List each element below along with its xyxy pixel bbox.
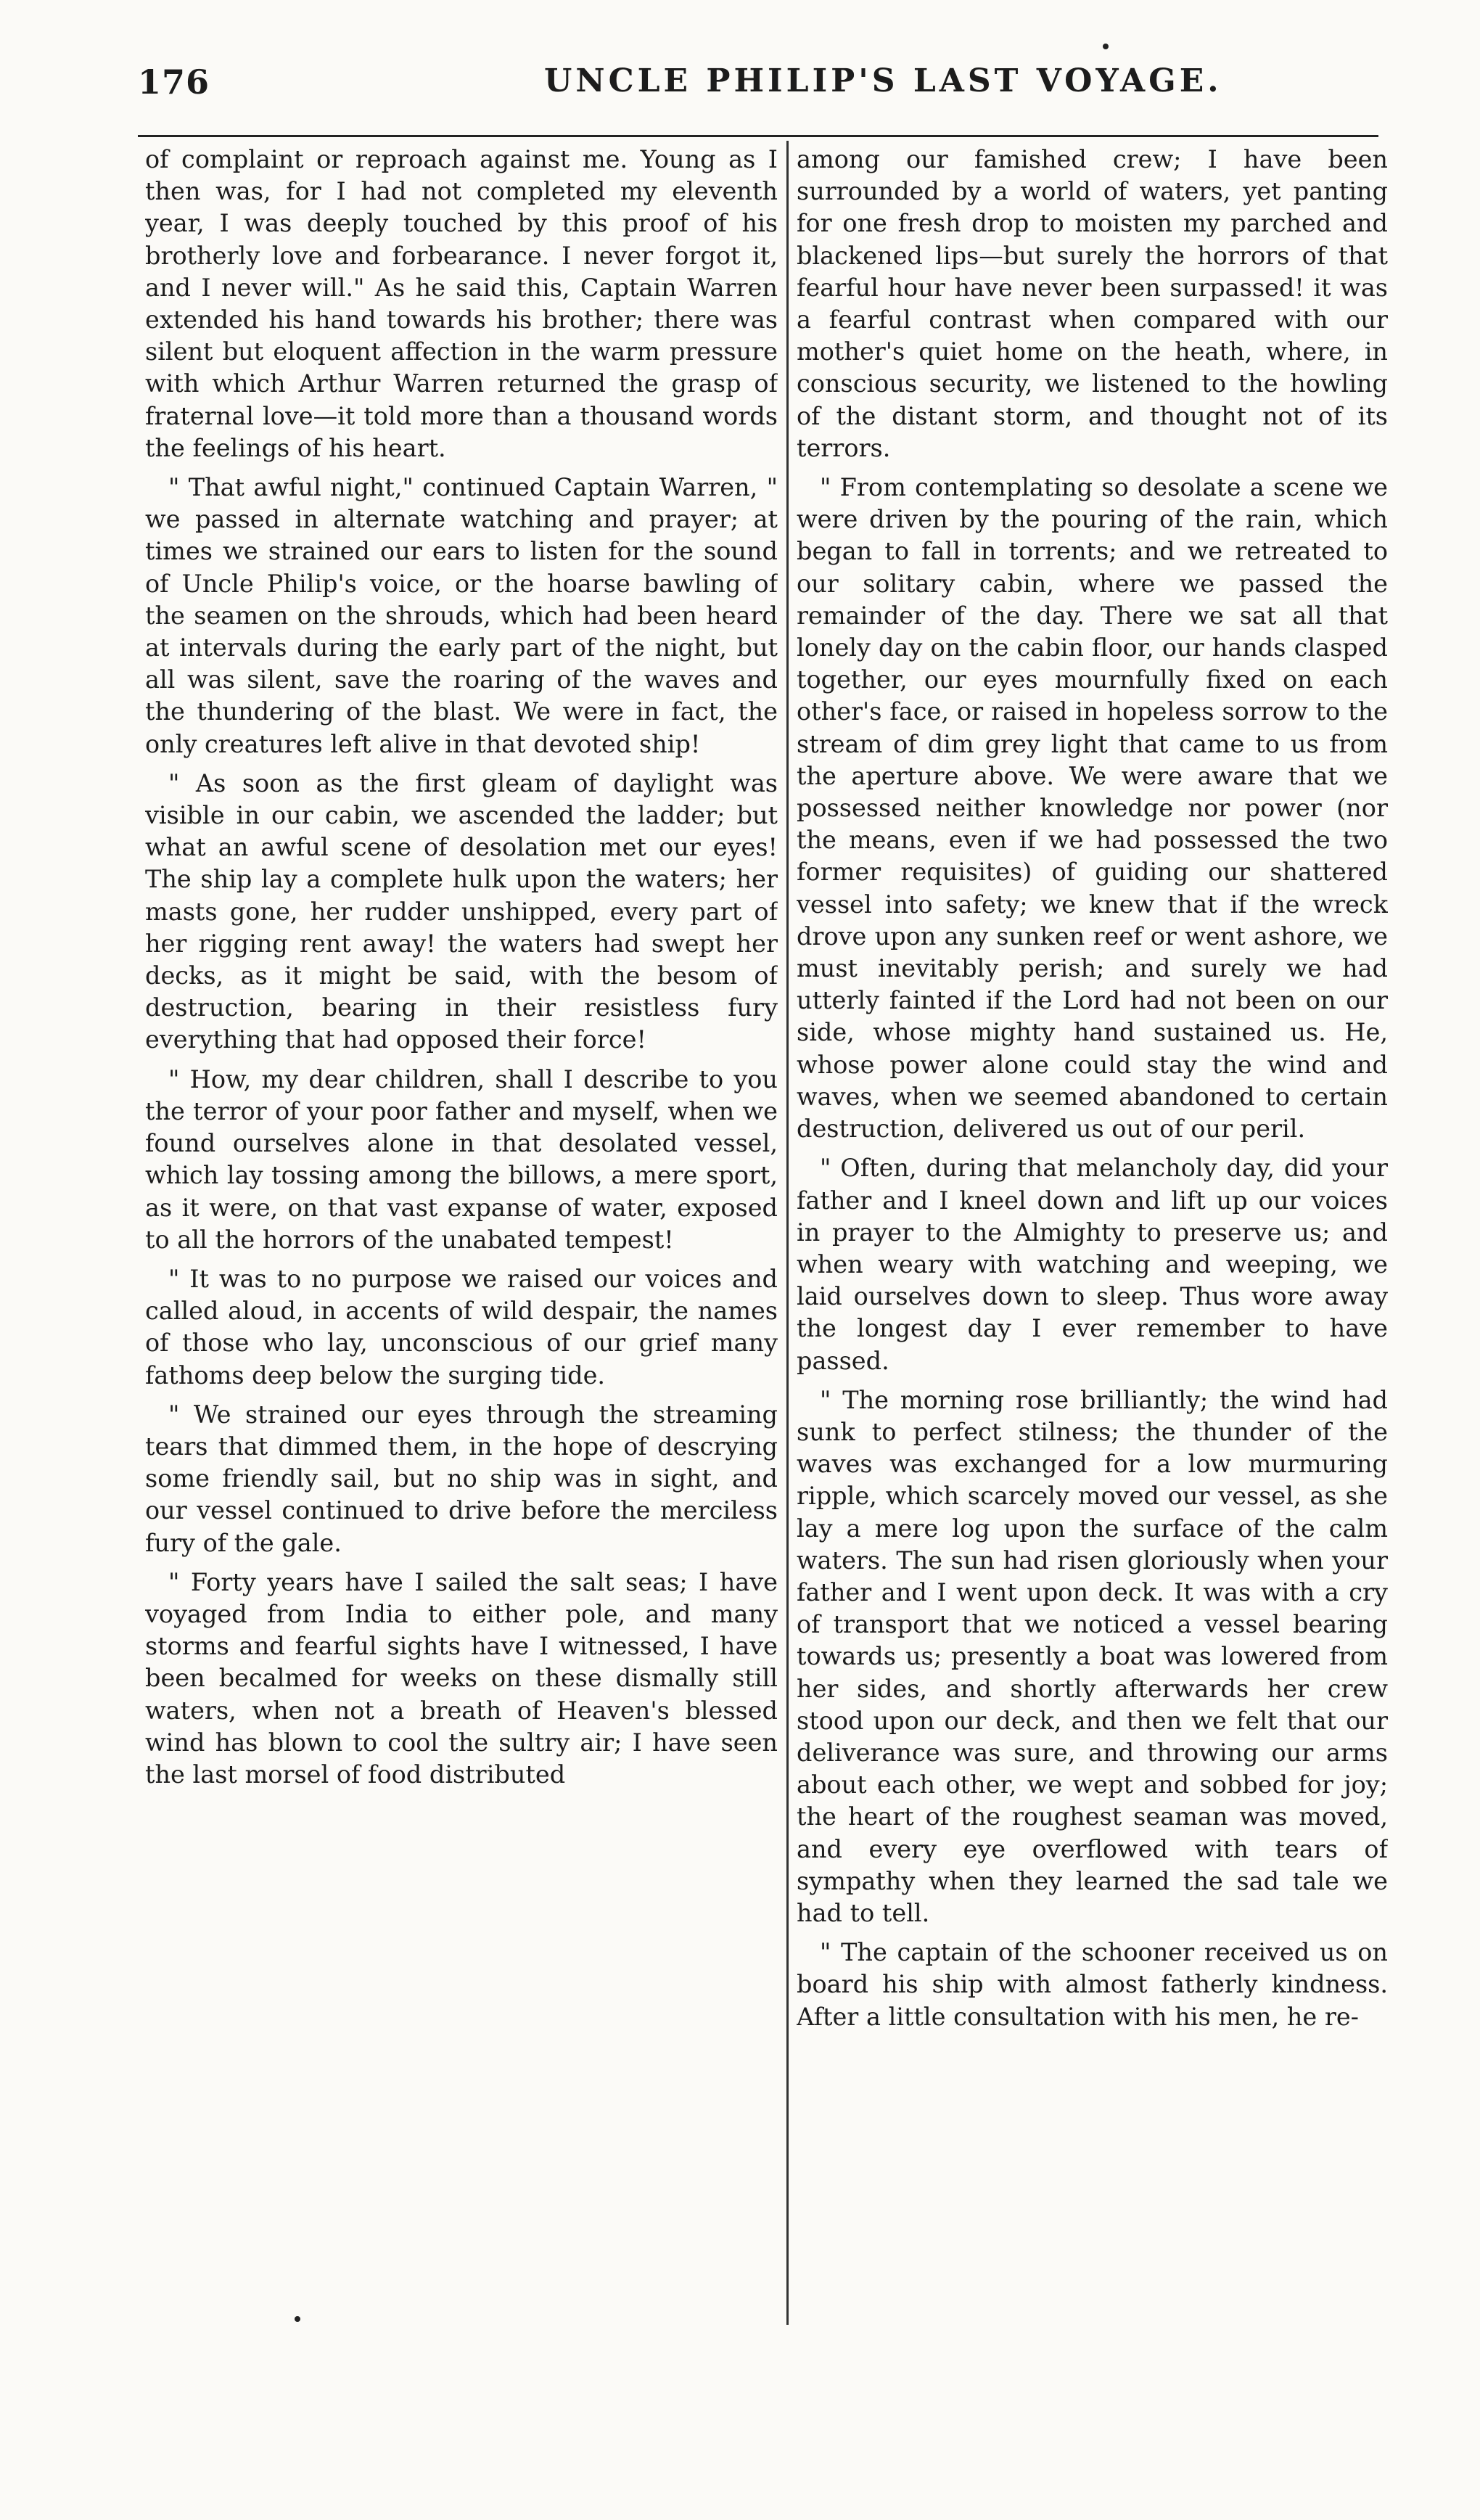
- header-rule: [138, 135, 1378, 137]
- right-column: [797, 144, 1388, 2320]
- paragraph: " From contemplating so desolate a scene we were driven by the pouring of the rain, which began to fall in torrents; and we retreated to our solitary cabin, where we passed the remainder of the day. There we sat all that lonely day on the cabin floor, our hands clasped together, our eyes mournfully fixed on each other's face, or raised in hopeless sorrow to the stream of dim grey light that came to us from the aperture above. We were aware that we possessed neither knowledge nor power (nor the means, even if we had possessed the two former requisites) of guiding our shattered vessel into safety; we knew that if the wreck drove upon any sunken reef or went ashore, we must inevitably perish; and surely we had utterly fainted if the Lord had not been on our side, whose mighty hand sustained us. He, whose power alone could stay the wind and waves, when we seemed abandoned to certain destruction, delivered us out of our peril.: [797, 473, 1388, 1144]
- paragraph: " Often, during that melancholy day, did your father and I kneel down and lift up our voices in prayer to the Almighty to preserve us; and when weary with watching and weeping, we laid ourselves down to sleep. Thus wore away the longest day I ever remember to have passed.: [797, 1154, 1388, 1375]
- paragraph: " How, my dear children, shall I describe to you the terror of your poor father and myself, when we found ourselves alone in that desolated vessel, which lay tossing among the billows, a mere sport, as it were, on that vast expanse of water, exposed to all the horrors of the unabated tempest!: [145, 1064, 778, 1254]
- left-column: [145, 144, 778, 2320]
- paragraph: among our famished crew; I have been surrounded by a world of waters, yet panting for one fresh drop to moisten my parched and blackened lips—but surely the horrors of that fearful hour have never been surpassed! it was a fearful contrast when compared with our mother's quiet home on the heath, where, in conscious security, we listened to the howling of the distant storm, and thought not of its terrors.: [797, 145, 1388, 462]
- paragraph: " It was to no purpose we raised our voices and called aloud, in accents of wild despair, the names of those who lay, unconscious of our grief many fathoms deep below the surging tide.: [145, 1264, 778, 1390]
- paragraph: " The morning rose brilliantly; the wind had sunk to perfect stilness; the thunder of the waves was exchanged for a low murmuring ripple, which scarcely moved our vessel, as she lay a mere log upon the surface of the calm waters. The sun had risen gloriously when your father and I went upon deck. It was with a cry of transport that we noticed a vessel bearing towards us; presently a boat was lowered from her sides, and shortly afterwards her crew stood upon our deck, and then we felt that our deliverance was sure, and throwing our arms about each other, we wept and sobbed for joy; the heart of the roughest seaman was moved, and every eye overflowed with tears of sympathy when they learned the sad tale we had to tell.: [797, 1385, 1388, 1927]
- column-divider: [786, 141, 789, 2325]
- page-number: 176: [138, 62, 210, 102]
- paragraph: " The captain of the schooner received us on board his ship with almost fatherly kindness. After a little consultation with his men, he re-: [797, 1938, 1388, 2031]
- paragraph: " As soon as the first gleam of daylight was visible in our cabin, we ascended the ladder; but what an awful scene of desolation met our eyes! The ship lay a complete hulk upon the waters; her masts gone, her rudder unshipped, every part of her rigging rent away! the waters had swept her decks, as it might be said, with the besom of destruction, bearing in their resistless fury everything that had opposed their force!: [145, 768, 778, 1054]
- running-title: UNCLE PHILIP'S LAST VOYAGE.: [544, 62, 1222, 99]
- paragraph: " Forty years have I sailed the salt seas; I have voyaged from India to either pole, and many storms and fearful sights have I witnessed, I have been becalmed for weeks on these dismally still waters, when not a breath of Heaven's blessed wind has blown to cool the sultry air; I have seen the last morsel of food distributed: [145, 1567, 778, 1789]
- paragraph: " We strained our eyes through the streaming tears that dimmed them, in the hope of descrying some friendly sail, but no ship was in sight, and our vessel continued to drive before the merciless fury of the gale.: [145, 1400, 778, 1557]
- print-speck: [1103, 44, 1109, 49]
- print-speck: [295, 2316, 300, 2322]
- paragraph: of complaint or reproach against me. Young as I then was, for I had not completed my eleventh year, I was deeply touched by this proof of his brotherly love and forbearance. I never forgot it, and I never will." As he said this, Captain Warren extended his hand towards his brother; there was silent but eloquent affection in the warm pressure with which Arthur Warren returned the grasp of fraternal love—it told more than a thousand words the feelings of his heart.: [145, 145, 778, 462]
- paragraph: " That awful night," continued Captain Warren, " we passed in alternate watching and prayer; at times we strained our ears to listen for the sound of Uncle Philip's voice, or the hoarse bawling of the seamen on the shrouds, which had been heard at intervals during the early part of the night, but all was silent, save the roaring of the waves and the thundering of the blast. We were in fact, the only creatures left alive in that devoted ship!: [145, 473, 778, 758]
- page-header: [138, 62, 1378, 113]
